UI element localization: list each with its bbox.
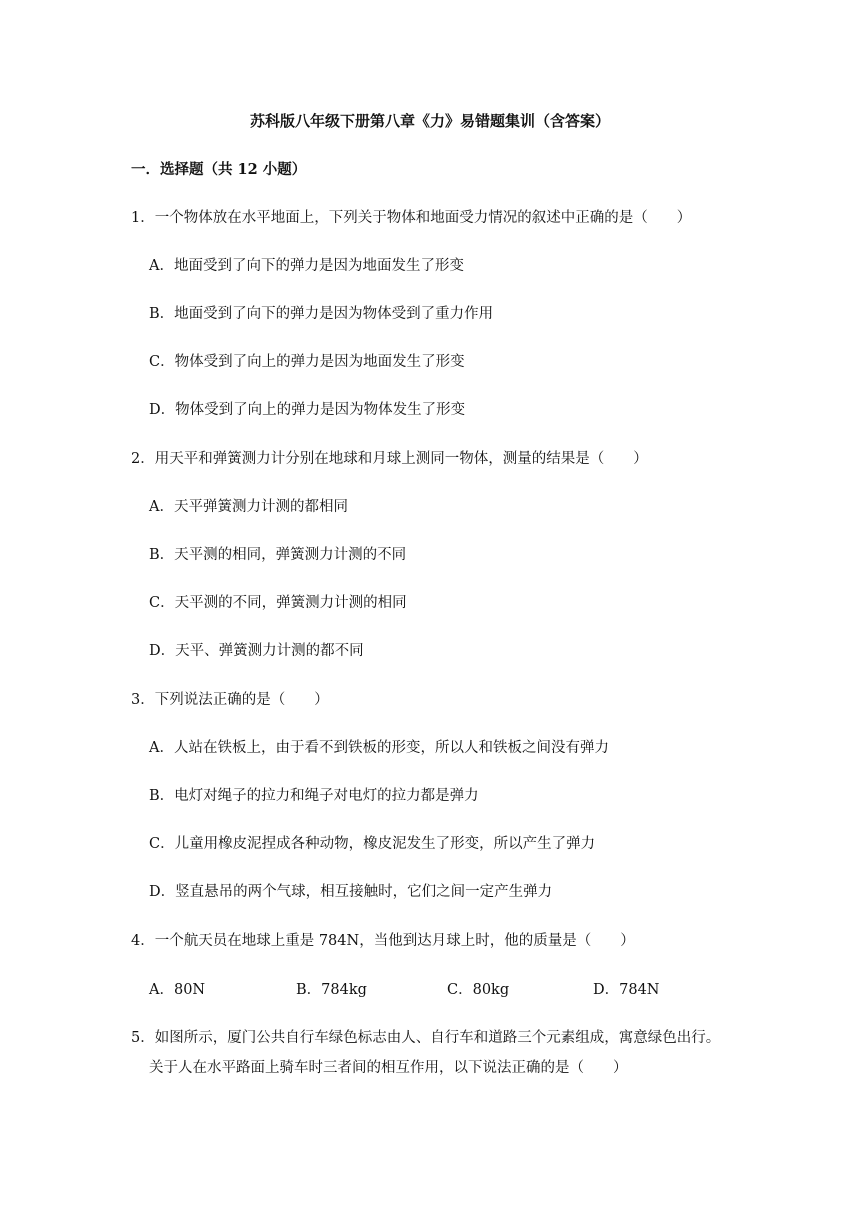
question-1-option-c: C．物体受到了向上的弹力是因为地面发生了形变 [149,354,465,370]
question-1-stem: 1．一个物体放在水平地面上，下列关于物体和地面受力情况的叙述中正确的是（ ） [131,210,692,226]
question-2-option-a: A．天平弹簧测力计测的都相同 [149,499,348,515]
question-4-option-c: C．80kg [447,982,510,998]
question-2-option-c: C．天平测的不同，弹簧测力计测的相同 [149,595,407,611]
question-1-option-a: A．地面受到了向下的弹力是因为地面发生了形变 [149,258,464,274]
section-heading: 一．选择题（共 12 小题） [131,161,307,178]
question-5-stem-continued: 关于人在水平路面上骑车时三者间的相互作用，以下说法正确的是（ ） [149,1060,628,1076]
question-2-stem: 2．用天平和弹簧测力计分别在地球和月球上测同一物体，测量的结果是（ ） [131,451,648,467]
question-3-option-a: A．人站在铁板上，由于看不到铁板的形变，所以人和铁板之间没有弹力 [149,740,609,756]
question-1-option-b: B．地面受到了向下的弹力是因为物体受到了重力作用 [149,306,494,322]
question-1-option-d: D．物体受到了向上的弹力是因为物体发生了形变 [149,402,466,418]
question-4-stem: 4．一个航天员在地球上重是 784N，当他到达月球上时，他的质量是（ ） [131,933,635,949]
question-3-stem: 3．下列说法正确的是（ ） [131,692,329,708]
document-title: 苏科版八年级下册第八章《力》易错题集训（含答案） [249,112,610,130]
question-3-option-d: D．竖直悬吊的两个气球，相互接触时，它们之间一定产生弹力 [149,884,553,900]
question-5-stem: 5．如图所示，厦门公共自行车绿色标志由人、自行车和道路三个元素组成，寓意绿色出行。 [131,1030,721,1046]
question-2-option-b: B．天平测的相同，弹簧测力计测的不同 [149,547,407,563]
question-4-option-a: A．80N [149,982,206,998]
question-4-option-d: D．784N [593,982,660,998]
question-2-option-d: D．天平、弹簧测力计测的都不同 [149,643,364,659]
question-3-option-b: B．电灯对绳子的拉力和绳子对电灯的拉力都是弹力 [149,788,479,804]
question-4-option-b: B．784kg [296,982,367,998]
question-3-option-c: C．儿童用橡皮泥捏成各种动物，橡皮泥发生了形变，所以产生了弹力 [149,836,596,852]
